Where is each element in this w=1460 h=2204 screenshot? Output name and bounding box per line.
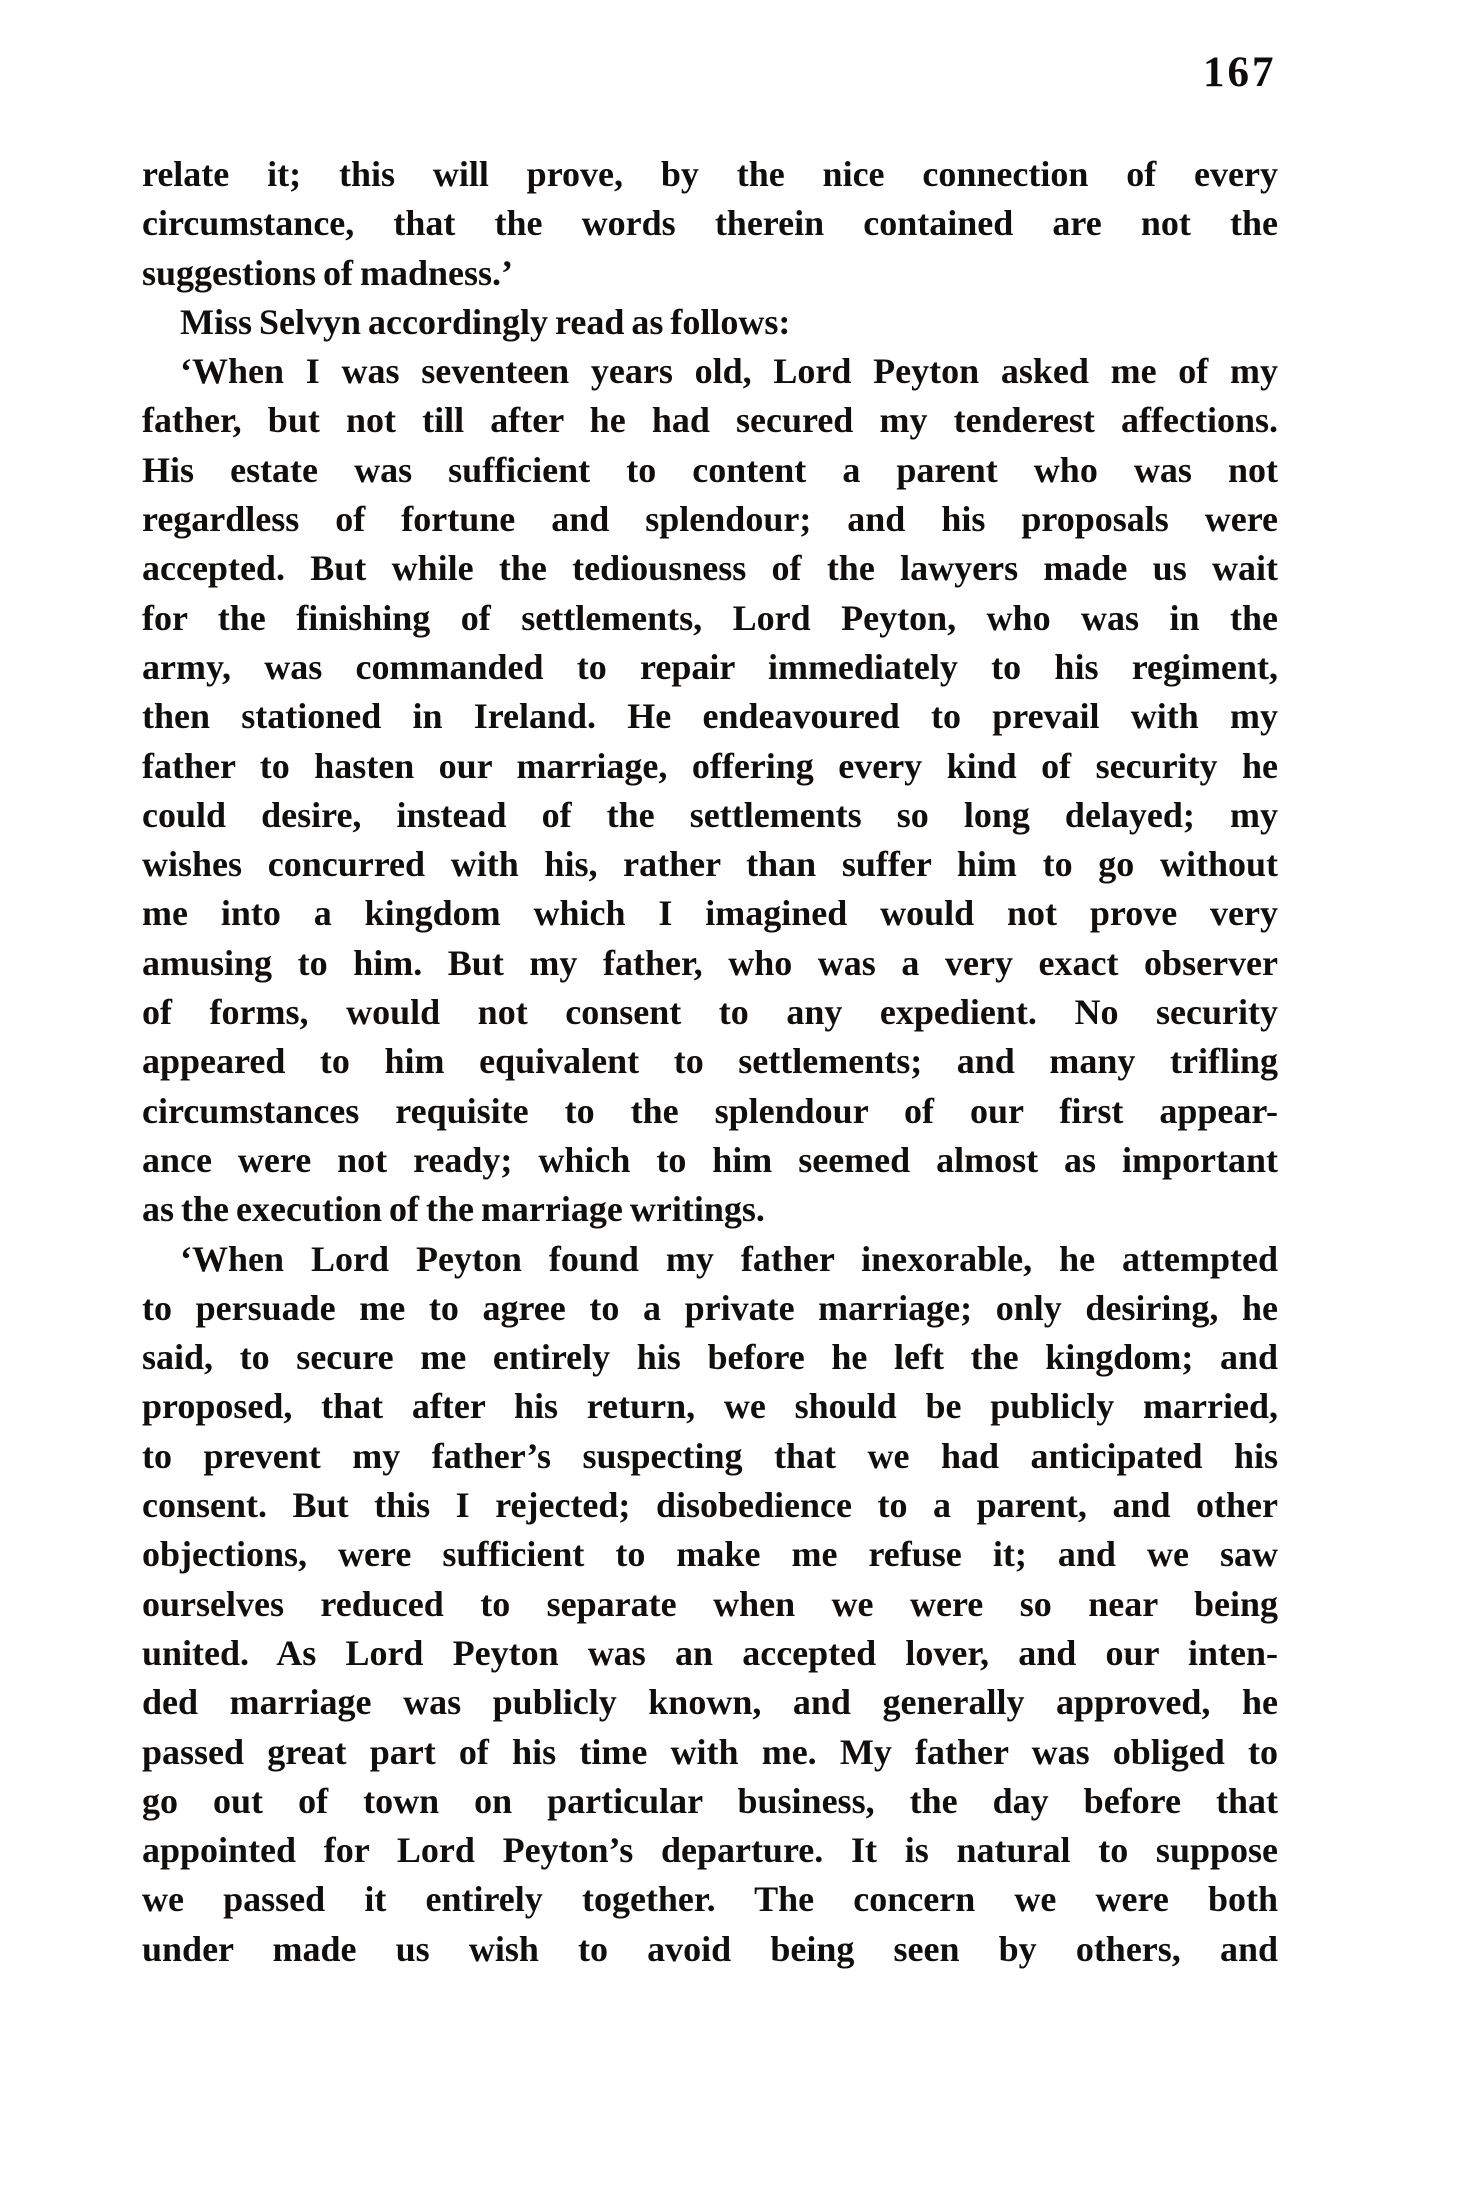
- text-line: Miss Selvyn accordingly read as follows:: [180, 301, 791, 342]
- text-line: ‘When I was seventeen years old, Lord Peyton asked me of my: [180, 351, 1278, 392]
- text-line: appeared to him equivalent to settlements; and many trifling: [142, 1041, 1278, 1082]
- text-line: to prevent my father’s suspecting that we had anticipated his: [142, 1435, 1278, 1476]
- text-line: father, but not till after he had secured my tenderest affections.: [142, 400, 1278, 441]
- text-line: ourselves reduced to separate when we were so near being: [142, 1583, 1278, 1624]
- text-line: of forms, would not consent to any expedient. No security: [142, 992, 1278, 1033]
- text-line: united. As Lord Peyton was an accepted lover, and our inten-: [142, 1632, 1278, 1673]
- text-line: consent. But this I rejected; disobedience to a parent, and other: [142, 1485, 1278, 1526]
- text-line: passed great part of his time with me. My father was obliged to: [142, 1731, 1278, 1772]
- text-line: could desire, instead of the settlements so long delayed; my: [142, 794, 1278, 835]
- text-line: under made us wish to avoid being seen by others, and: [142, 1928, 1278, 1969]
- text-line: His estate was sufficient to content a parent who was not: [142, 449, 1278, 490]
- text-line: said, to secure me entirely his before he left the kingdom; and: [142, 1337, 1278, 1378]
- text-line: army, was commanded to repair immediately to his regiment,: [142, 646, 1278, 687]
- text-line: circumstances requisite to the splendour of our first appear-: [142, 1090, 1278, 1131]
- text-line: amusing to him. But my father, who was a very exact observer: [142, 942, 1278, 983]
- text-line: suggestions of madness.’: [142, 252, 514, 293]
- text-line: proposed, that after his return, we should be publicly married,: [142, 1386, 1278, 1427]
- text-line: we passed it entirely together. The concern we were both: [142, 1879, 1278, 1920]
- text-line: ded marriage was publicly known, and generally approved, he: [142, 1682, 1278, 1723]
- text-line: for the finishing of settlements, Lord Peyton, who was in the: [142, 597, 1278, 638]
- text-line: ‘When Lord Peyton found my father inexorable, he attempted: [180, 1238, 1278, 1279]
- text-block: [142, 150, 1278, 1974]
- text-line: circumstance, that the words therein contained are not the: [142, 203, 1278, 244]
- text-line: wishes concurred with his, rather than suffer him to go without: [142, 844, 1278, 885]
- text-line: as the execution of the marriage writings.: [142, 1189, 765, 1230]
- text-line: me into a kingdom which I imagined would not prove very: [142, 893, 1278, 934]
- text-line: to persuade me to agree to a private marriage; only desiring, he: [142, 1287, 1278, 1328]
- text-line: ance were not ready; which to him seemed almost as important: [142, 1139, 1278, 1180]
- page-number: 167: [1203, 49, 1277, 96]
- text-line: objections, were sufficient to make me refuse it; and we saw: [142, 1534, 1278, 1575]
- text-line: regardless of fortune and splendour; and his proposals were: [142, 499, 1278, 540]
- text-line: appointed for Lord Peyton’s departure. It is natural to suppose: [142, 1830, 1278, 1871]
- text-line: go out of town on particular business, the day before that: [142, 1780, 1278, 1821]
- text-line: relate it; this will prove, by the nice connection of every: [142, 154, 1278, 194]
- text-line: father to hasten our marriage, offering every kind of security he: [142, 745, 1278, 786]
- text-line: accepted. But while the tediousness of the lawyers made us wait: [142, 548, 1278, 589]
- text-line: then stationed in Ireland. He endeavoured to prevail with my: [142, 696, 1278, 737]
